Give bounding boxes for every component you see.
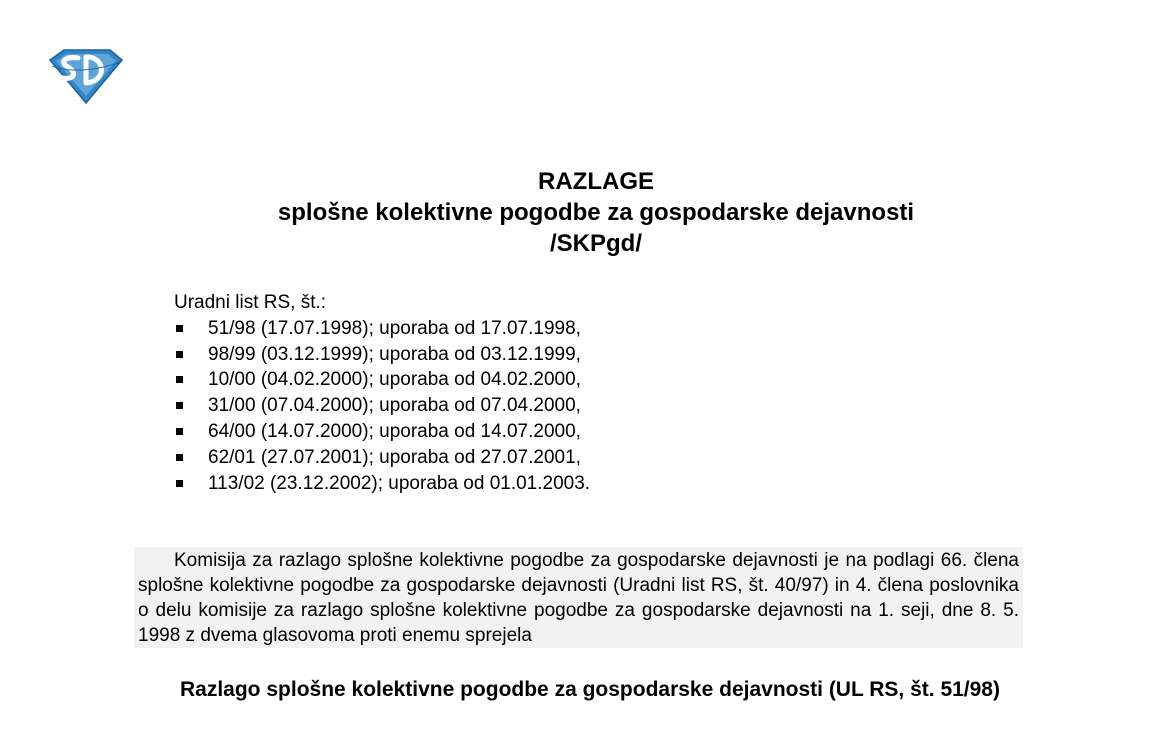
- bullet-icon: [176, 480, 183, 487]
- gazette-item-text: 64/00 (14.07.2000); uporaba od 14.07.2000,: [208, 420, 581, 442]
- gazette-item-text: 113/02 (23.12.2002); uporaba od 01.01.2003.: [208, 472, 591, 494]
- gazette-item-text: 98/99 (03.12.1999); uporaba od 03.12.1999,: [208, 343, 581, 365]
- document-title: [0, 166, 1157, 259]
- gazette-item: [174, 471, 590, 497]
- bullet-icon: [176, 351, 183, 358]
- bullet-icon: [176, 402, 183, 409]
- gazette-item: [174, 419, 590, 445]
- title-line-3: /SKPgd/: [549, 230, 642, 257]
- gazette-item: [174, 367, 590, 393]
- gazette-item: [174, 342, 590, 368]
- sd-diamond-logo-icon: [48, 48, 124, 106]
- bullet-icon: [176, 325, 183, 332]
- gazette-list: [174, 316, 590, 497]
- title-line-2: splošne kolektivne pogodbe za gospodarske dejavnosti: [277, 199, 915, 226]
- gazette-item-text: 31/00 (07.04.2000); uporaba od 07.04.2000,: [208, 395, 581, 417]
- resolution-title: Razlago splošne kolektivne pogodbe za gospodarske dejavnosti (UL RS, št. 51/98): [180, 678, 1000, 701]
- bullet-icon: [176, 376, 183, 383]
- gazette-item-text: 10/00 (04.02.2000); uporaba od 04.02.2000,: [208, 369, 581, 391]
- gazette-item-text: 62/01 (27.07.2001); uporaba od 27.07.2001,: [208, 446, 581, 468]
- title-line-1: RAZLAGE: [538, 168, 654, 195]
- gazette-references: [174, 290, 590, 496]
- gazette-item: [174, 393, 590, 419]
- gazette-item-text: 51/98 (17.07.1998); uporaba od 17.07.1998,: [208, 317, 581, 339]
- bullet-icon: [176, 428, 183, 435]
- bullet-icon: [176, 454, 183, 461]
- gazette-item: [174, 445, 590, 471]
- gazette-heading: Uradni list RS, št.:: [174, 292, 327, 313]
- intro-paragraph: Komisija za razlago splošne kolektivne pogodbe za gospodarske dejavnosti je na podlagi 66. člena splošne kolektivne pogodbe za gospodarske dejavnosti (Uradni list RS, št. 40/97) in 4. člena poslovnika o delu komisije za razlago splošne kolektivne pogodbe za gospodarske dejavnosti na 1. seji, dne 8. 5. 1998 z dvema glasovoma proti enemu sprejela: [138, 550, 1019, 646]
- gazette-item: [174, 316, 590, 342]
- intro-paragraph-box: [134, 547, 1023, 648]
